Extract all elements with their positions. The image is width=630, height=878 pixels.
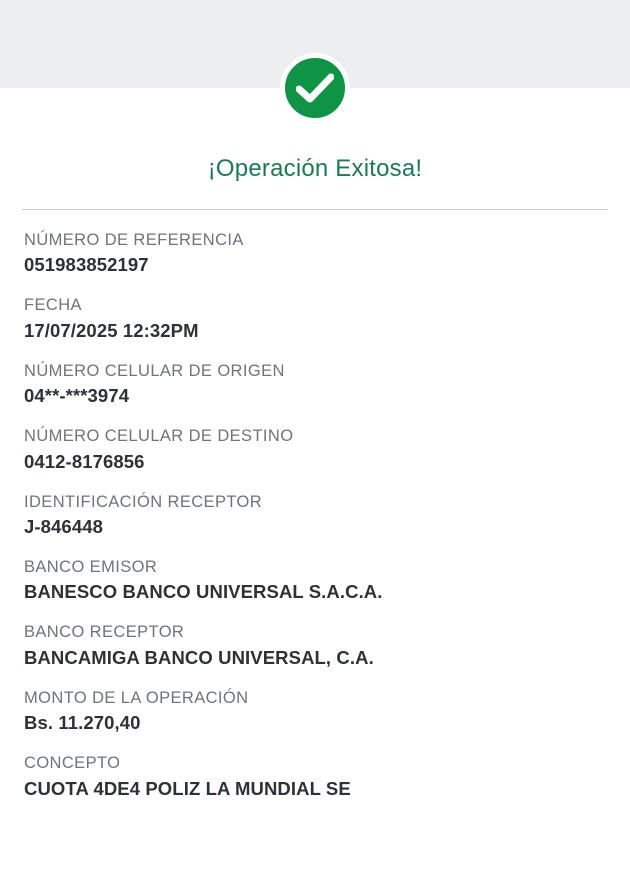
list-item [24,753,610,801]
list-item [24,557,610,605]
field-label: CONCEPTO [24,754,121,773]
divider [22,209,608,210]
list-item [24,426,610,474]
field-label: MONTO DE LA OPERACIÓN [24,688,249,707]
field-label: NÚMERO CELULAR DE ORIGEN [24,361,285,380]
field-value: 0412-8176856 [24,450,145,472]
field-value: BANCAMIGA BANCO UNIVERSAL, C.A. [24,646,374,668]
field-value: CUOTA 4DE4 POLIZ LA MUNDIAL SE [24,777,351,799]
field-value: Bs. 11.270,40 [24,712,141,734]
field-label: BANCO RECEPTOR [24,623,185,642]
field-label: NÚMERO CELULAR DE DESTINO [24,427,294,446]
list-item [24,492,610,540]
status-icon-container [0,53,630,123]
list-item [24,230,610,278]
list-item [24,295,610,343]
list-item [24,622,610,670]
check-circle-icon [280,53,350,123]
field-label: NÚMERO DE REFERENCIA [24,231,244,249]
field-value: 04**-***3974 [24,385,130,407]
field-value: BANESCO BANCO UNIVERSAL S.A.C.A. [24,581,383,603]
field-value: 051983852197 [24,254,149,276]
field-label: FECHA [24,296,82,315]
field-label: IDENTIFICACIÓN RECEPTOR [24,492,263,511]
field-value: 17/07/2025 12:32PM [24,319,199,341]
receipt-details-list [24,230,610,819]
field-label: BANCO EMISOR [24,558,158,577]
page-title: ¡Operación Exitosa! [207,155,423,182]
list-item [24,361,610,409]
list-item [24,688,610,736]
field-value: J-846448 [24,516,103,538]
